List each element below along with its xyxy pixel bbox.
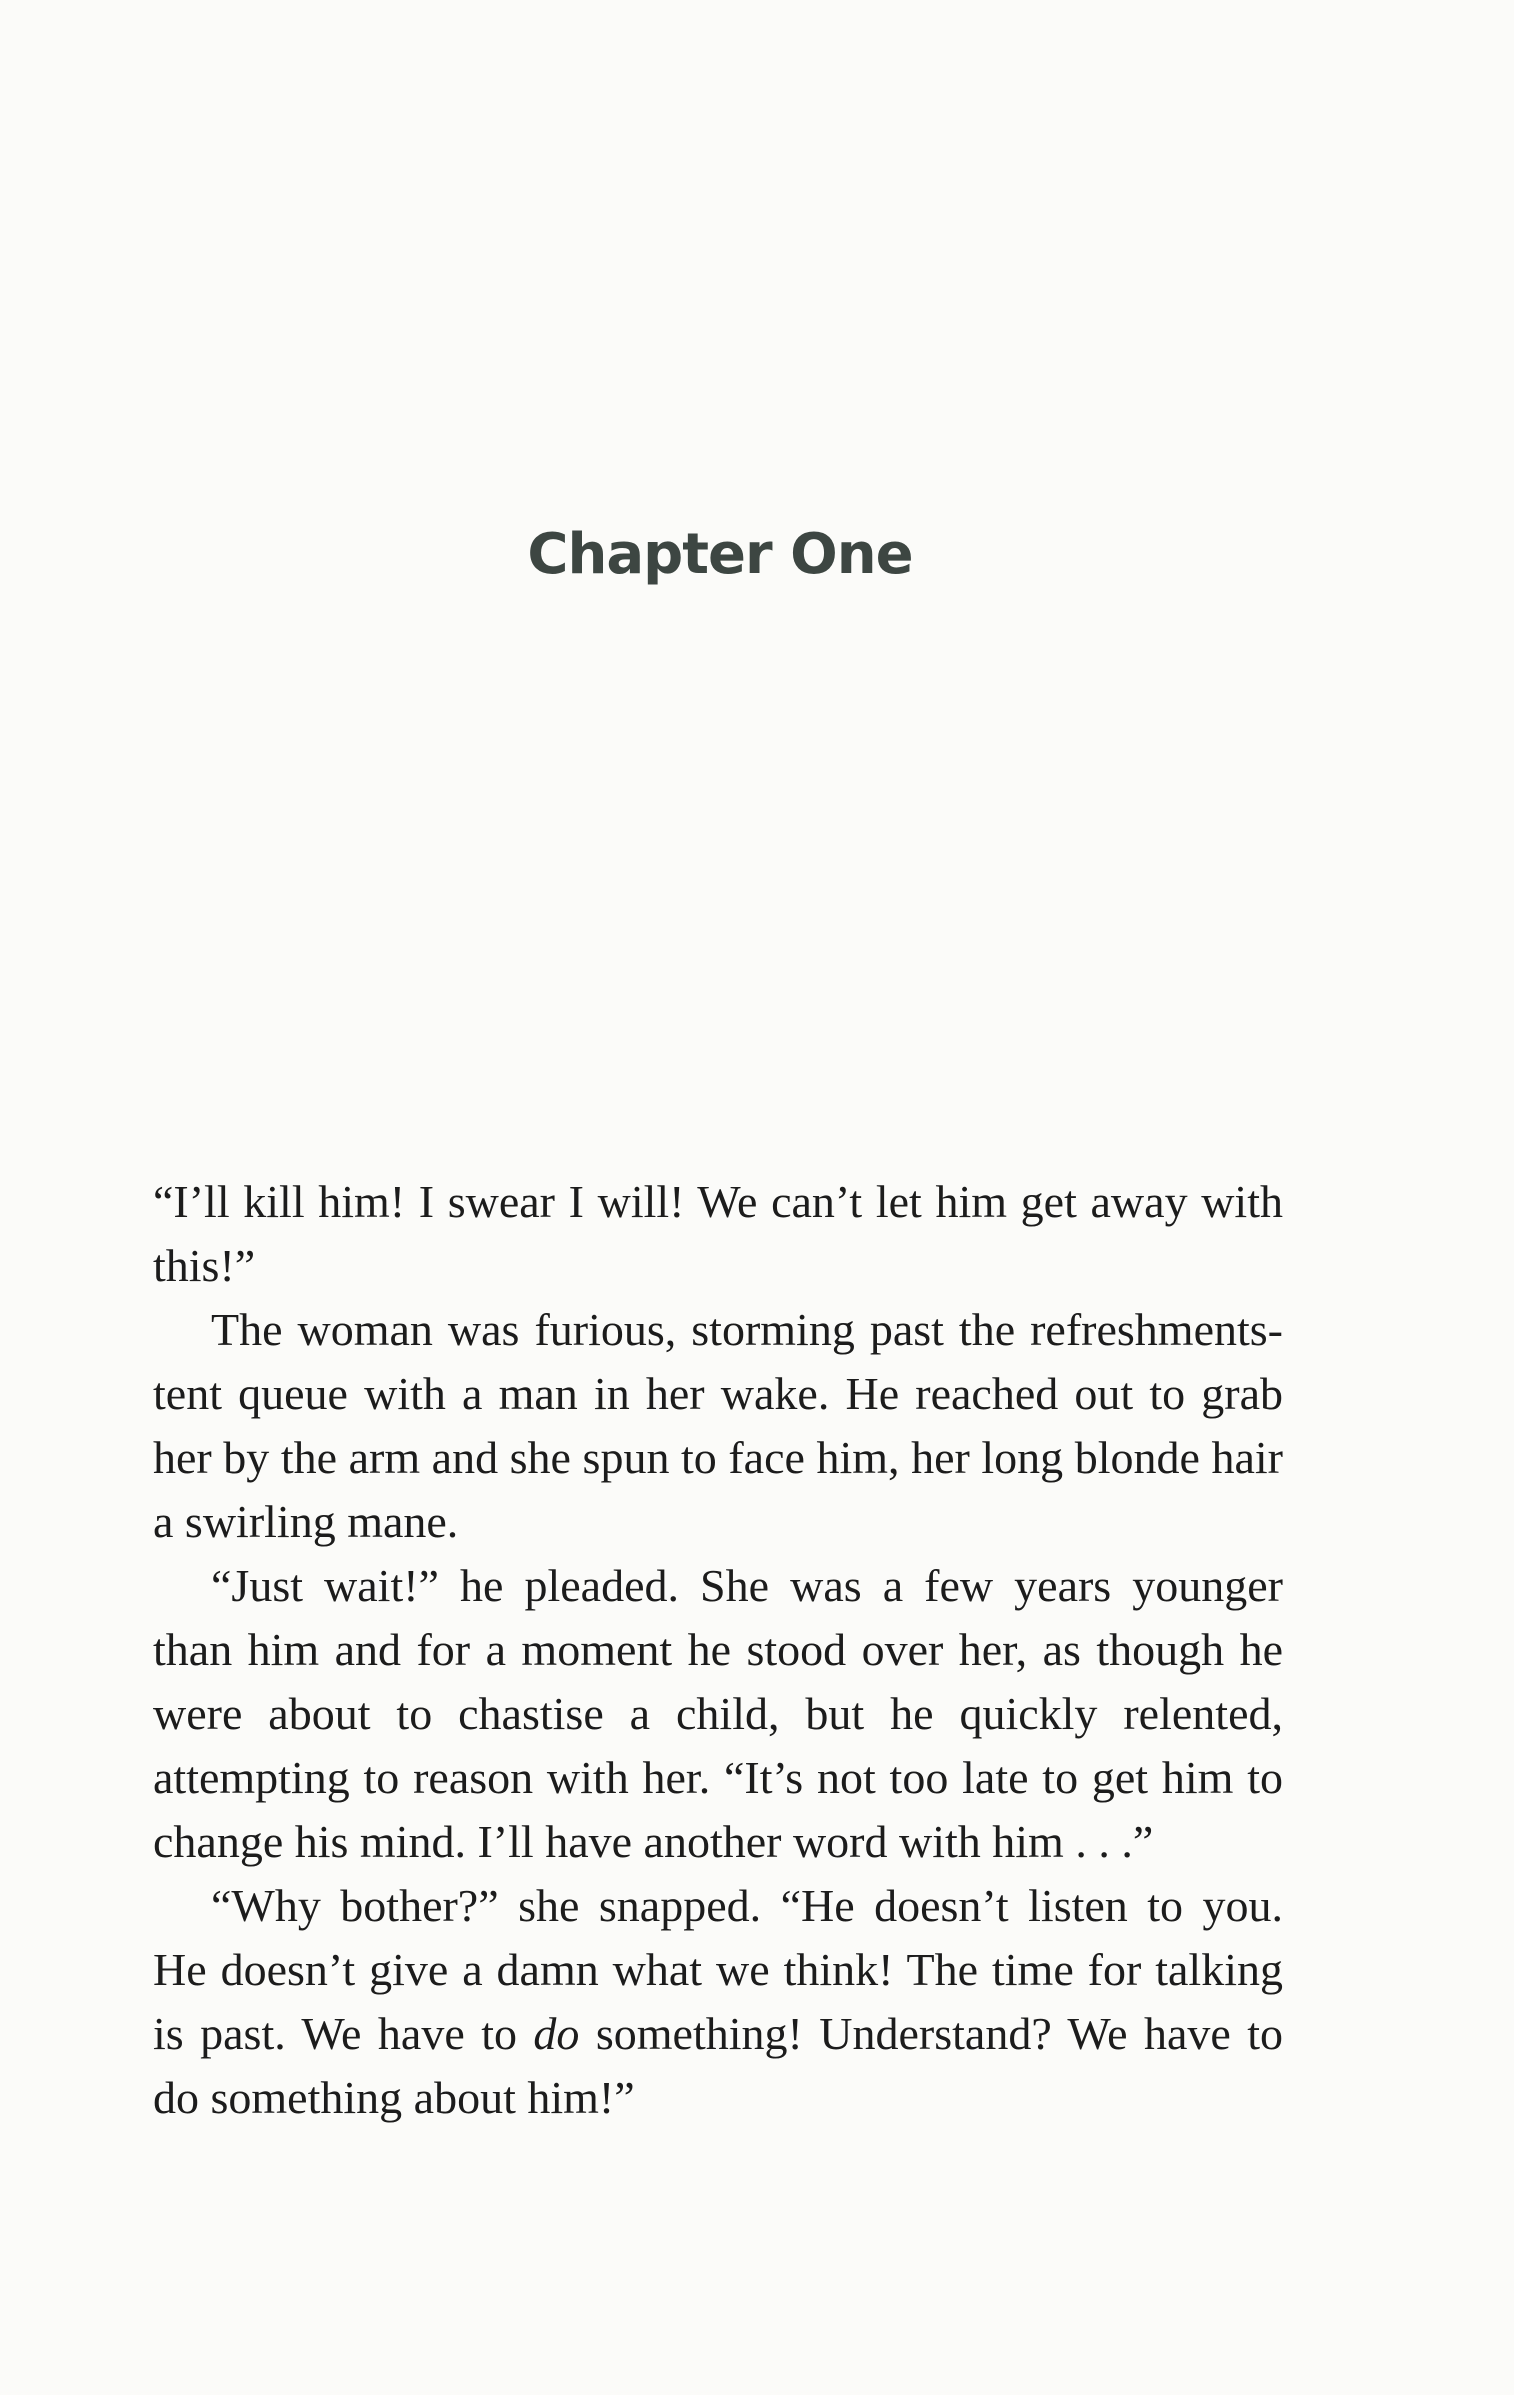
paragraph-2: The woman was furious, storming past the refreshments-tent queue with a man in her wake. He reached out to grab her by the arm and she spun to face him, her long blonde hair a swirling mane. — [153, 1304, 1283, 1547]
paragraph-1: “I’ll kill him! I swear I will! We can’t let him get away with this!” — [153, 1176, 1283, 1291]
paragraph-4-text-start: “Why bother?” she snapped. “He doesn’t listen to you. He doesn’t give a damn what we think! The time for talking is past. We have to — [153, 1880, 1283, 2059]
paragraph-4-text-end: something! Understand? We have to do something about him!” — [153, 2008, 1283, 2123]
chapter-title: Chapter One — [527, 522, 913, 587]
chapter-body — [153, 1170, 1283, 2130]
paragraph-3: “Just wait!” he pleaded. She was a few years younger than him and for a moment he stood over her, as though he were about to chastise a child, but he quickly relented, attempting to reason with her. “It’s not too late to get him to change his mind. I’ll have another word with him . . .” — [153, 1560, 1283, 1867]
paragraph-4 — [153, 1874, 1283, 2130]
paragraph-4-emphasis: do — [533, 2008, 580, 2059]
